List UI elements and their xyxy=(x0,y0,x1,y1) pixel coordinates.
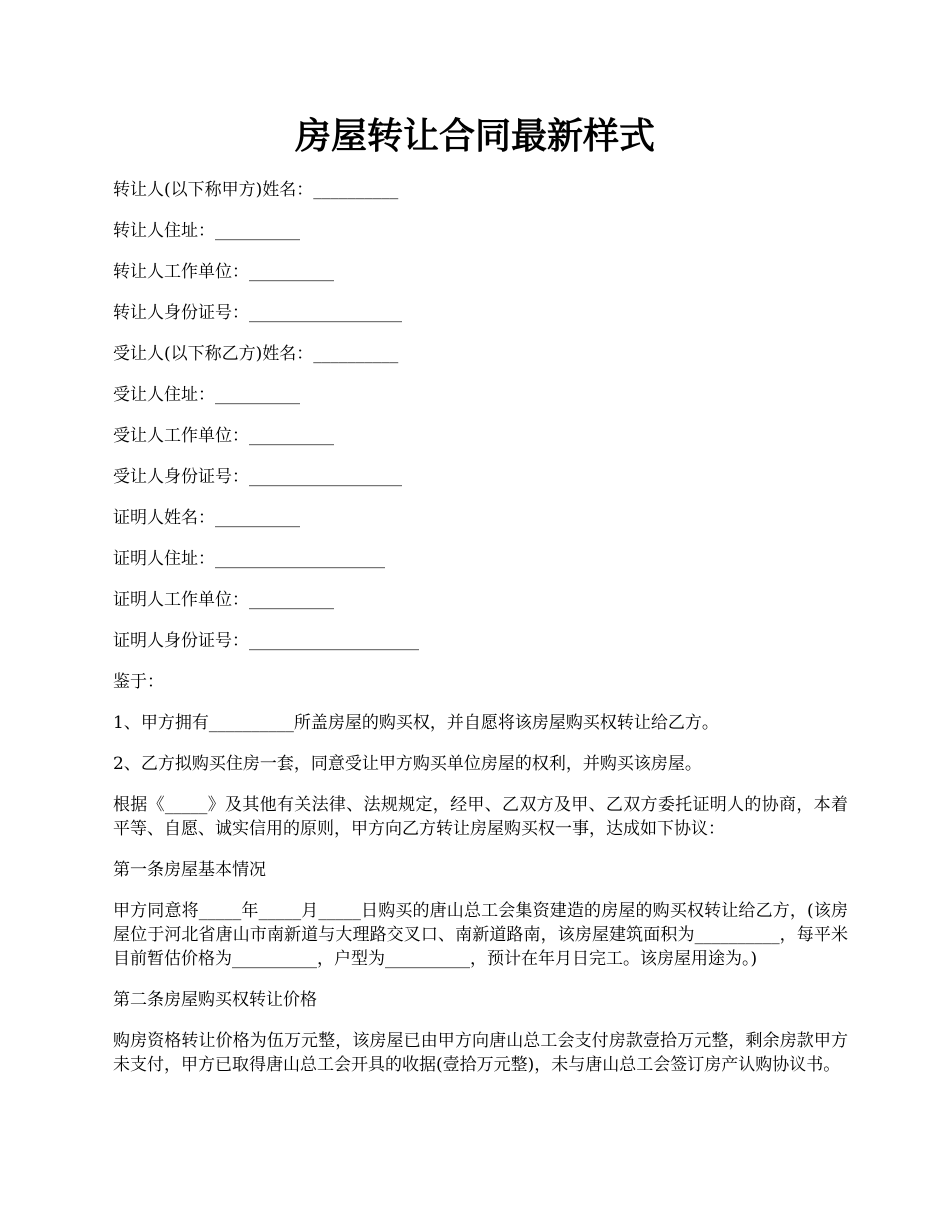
whereas-heading: 鉴于： xyxy=(113,672,164,692)
basis-paragraph: 根据《_____》及其他有关法律、法规规定，经甲、乙双方及甲、乙双方委托证明人的协商，本着平等、自愿、诚实信用的原则，甲方向乙方转让房屋购买权一事，达成如下协议： xyxy=(113,795,848,839)
field-witness-employer: 证明人工作单位：__________ xyxy=(113,590,334,610)
field-witness-name: 证明人姓名：__________ xyxy=(113,508,300,528)
document-title: 房屋转让合同最新样式 xyxy=(294,115,655,157)
field-witness-id: 证明人身份证号：____________________ xyxy=(113,631,419,651)
article-2-heading: 第二条房屋购买权转让价格 xyxy=(113,990,317,1010)
article-1-heading: 第一条房屋基本情况 xyxy=(113,860,266,880)
field-transferee-employer: 受让人工作单位：__________ xyxy=(113,426,334,446)
field-witness-address: 证明人住址：____________________ xyxy=(113,549,385,569)
field-transferee-address: 受让人住址：__________ xyxy=(113,385,300,405)
whereas-item-2: 2、乙方拟购买住房一套，同意受让甲方购买单位房屋的权利，并购买该房屋。 xyxy=(113,754,702,774)
field-transferee-id: 受让人身份证号：__________________ xyxy=(113,467,402,487)
field-transferor-employer: 转让人工作单位：__________ xyxy=(113,262,334,282)
whereas-item-1: 1、甲方拥有__________所盖房屋的购买权，并自愿将该房屋购买权转让给乙方。 xyxy=(113,713,719,733)
field-transferor-id: 转让人身份证号：__________________ xyxy=(113,303,402,323)
article-1-text: 甲方同意将_____年_____月_____日购买的唐山总工会集资建造的房屋的购买权转让给乙方，(该房屋位于河北省唐山市南新道与大理路交叉口、南新道路南，该房屋建筑面积为__________，每平米目前暂估价格为__________，户型为__________，预计在年月日完工。该房屋用途为。) xyxy=(113,901,848,969)
field-transferor-address: 转让人住址：__________ xyxy=(113,221,300,241)
document-body xyxy=(113,178,848,1094)
field-transferee-name: 受让人(以下称乙方)姓名：__________ xyxy=(113,344,399,364)
article-2-text: 购房资格转让价格为伍万元整，该房屋已由甲方向唐山总工会支付房款壹拾万元整，剩余房款甲方未支付，甲方已取得唐山总工会开具的收据(壹拾万元整)，未与唐山总工会签订房产认购协议书。 xyxy=(113,1031,848,1075)
field-transferor-name: 转让人(以下称甲方)姓名：__________ xyxy=(113,180,399,200)
